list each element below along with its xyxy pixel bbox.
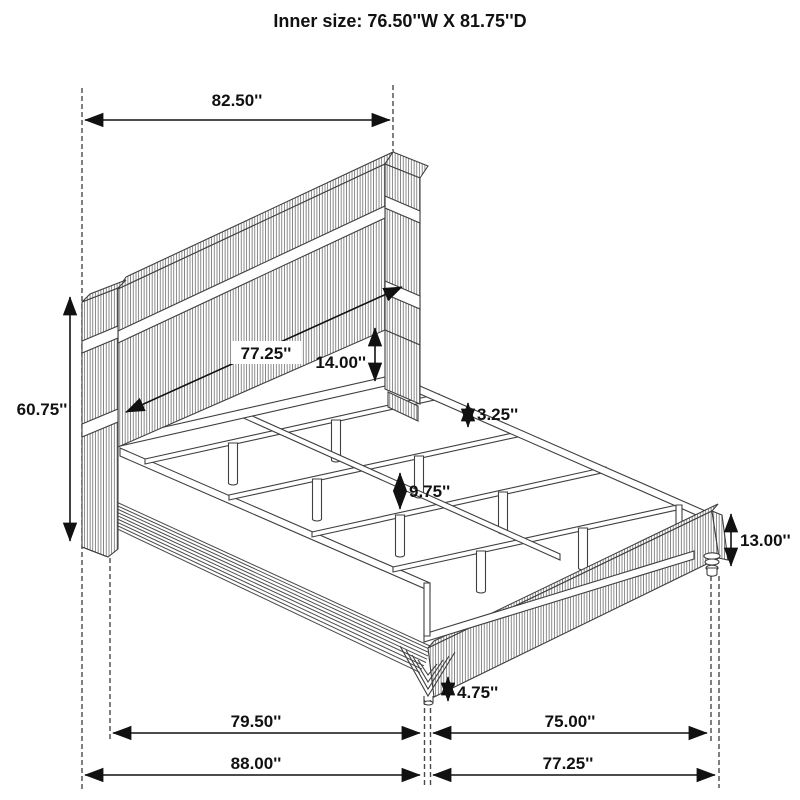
title: Inner size: 76.50''W X 81.75''D xyxy=(273,11,527,31)
leg xyxy=(313,479,322,521)
label-headboard-width: 82.50'' xyxy=(211,91,263,110)
slat-3 xyxy=(312,467,606,537)
leg xyxy=(396,515,405,557)
near-side-rail xyxy=(112,500,430,672)
label-inner-panel-width: 77.25'' xyxy=(240,344,292,363)
headboard-panel xyxy=(118,164,385,447)
label-rail-to-slat: 3.25'' xyxy=(477,405,519,424)
leg xyxy=(229,443,238,485)
leg xyxy=(579,528,588,570)
slat-2 xyxy=(229,431,522,500)
label-overall-depth: 88.00'' xyxy=(230,754,282,773)
label-panel-gap: 14.00'' xyxy=(315,353,366,372)
label-slat-leg-height: 9.75'' xyxy=(409,482,451,501)
label-overall-foot-width: 77.25'' xyxy=(542,754,594,773)
leg xyxy=(477,551,486,593)
label-footboard-height: 13.00'' xyxy=(740,531,791,550)
label-foot-leg-height: 4.75'' xyxy=(457,683,499,702)
label-headboard-height: 60.75'' xyxy=(16,400,68,419)
headboard-end-face xyxy=(385,164,420,345)
label-inner-depth: 79.50'' xyxy=(230,712,282,731)
footboard-front-face xyxy=(428,511,719,697)
frame-near-connector xyxy=(424,583,430,636)
label-inner-foot-width: 75.00'' xyxy=(544,712,596,731)
